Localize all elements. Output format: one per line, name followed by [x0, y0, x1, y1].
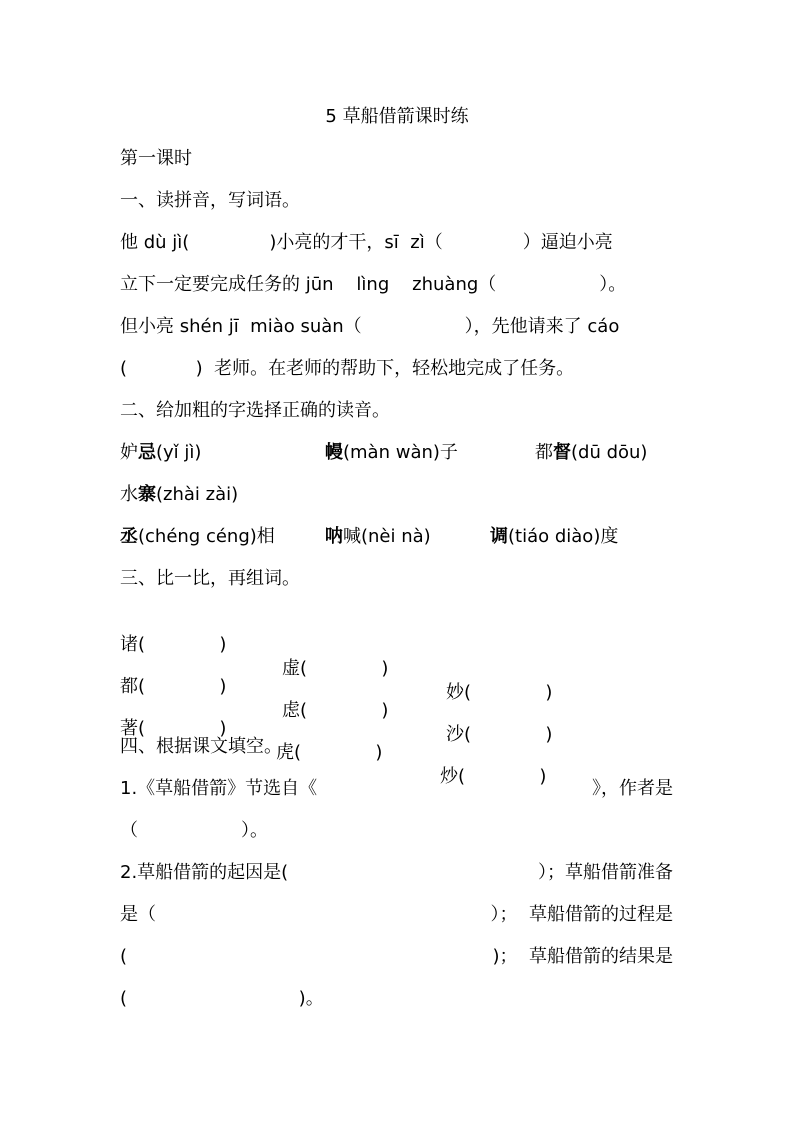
reading-item: 呐喊(nèi nà) — [325, 526, 431, 547]
word-compare-item: 都( ) — [120, 676, 227, 697]
section1-line: ( ) 老师。在老师的帮助下，轻松地完成了任务。 — [120, 358, 575, 379]
section3-heading: 三、比一比，再组词。 — [120, 568, 300, 589]
section1-heading: 一、读拼音，写词语。 — [120, 190, 300, 211]
section4-q2-line — [120, 945, 673, 969]
word-compare-item: 妙( ) — [446, 682, 553, 703]
blank-text: )； 草船借箭的结果是 — [492, 946, 673, 967]
reading-item: 水寨(zhài zài) — [120, 484, 239, 505]
lesson-label: 第一课时 — [120, 148, 192, 169]
section1-line: 但小亮 shén jī miào suàn（ ），先他请来了 cáo — [120, 316, 620, 337]
blank-text: 2.草船借箭的起因是( — [120, 862, 289, 883]
section2-row — [120, 483, 673, 507]
section4-q1-line: （ ）。 — [120, 820, 268, 841]
section1-line: 他 dù jì( )小亮的才干，sī zì（ ）逼迫小亮 — [120, 232, 613, 253]
word-compare-item: 虑( ) — [282, 700, 389, 721]
section4-q2-line: ( )。 — [120, 988, 324, 1009]
blank-text: 1.《草船借箭》节选自《 — [120, 778, 318, 799]
word-compare-item: 虎( ) — [276, 742, 383, 763]
word-compare-item: 著( ) — [120, 718, 227, 739]
section1-line: 立下一定要完成任务的 jūn lìng zhuàng（ ）。 — [120, 274, 627, 295]
section4-heading: 四、根据课文填空。 — [120, 736, 282, 757]
blank-text: ( — [120, 946, 128, 967]
section4-q2-line — [120, 861, 673, 885]
reading-item: 幔(màn wàn)子 — [325, 442, 458, 463]
word-compare-item: 炒( ) — [440, 766, 547, 787]
section2-heading: 二、给加粗的字选择正确的读音。 — [120, 400, 390, 421]
blank-text: ）；草船借箭准备 — [538, 862, 673, 883]
word-compare-item: 虚( ) — [282, 658, 389, 679]
reading-item: 调(tiáo diào)度 — [490, 526, 619, 547]
word-compare-item: 诸( ) — [120, 634, 227, 655]
section4-q2-line — [120, 903, 673, 927]
blank-text: ）； 草船借箭的过程是 — [490, 904, 673, 925]
word-compare-item: 沙( ) — [446, 724, 553, 745]
blank-text: 》，作者是 — [592, 778, 673, 799]
section4-q1-line — [120, 777, 673, 801]
reading-item: 丞(chéng céng)相 — [120, 526, 275, 547]
page-title: 5 草船借箭课时练 — [325, 106, 469, 127]
reading-item: 妒忌(yǐ jì) — [120, 442, 202, 463]
blank-text: 是（ — [120, 904, 156, 925]
reading-item: 都督(dū dōu) — [535, 442, 648, 463]
